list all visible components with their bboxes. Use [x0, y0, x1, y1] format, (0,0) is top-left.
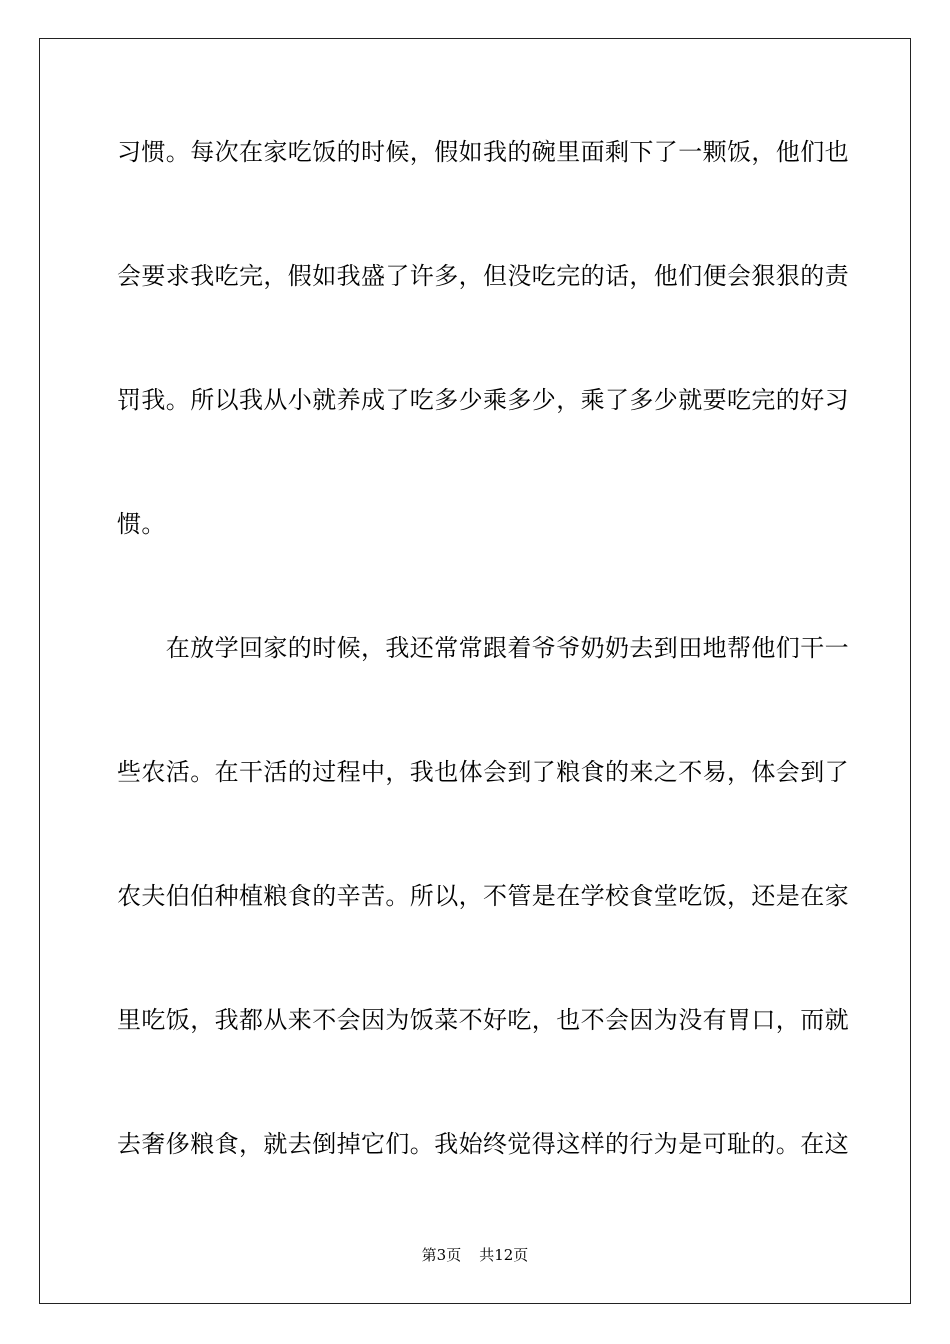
page-border [39, 38, 911, 1304]
text-line-2: 会要求我吃完，假如我盛了许多，但没吃完的话，他们便会狠狠的责 [117, 262, 849, 290]
text-line-3: 罚我。所以我从小就养成了吃多少乘多少，乘了多少就要吃完的好习 [117, 386, 849, 414]
text-line-6: 些农活。在干活的过程中，我也体会到了粮食的来之不易，体会到了 [117, 758, 849, 786]
text-line-9: 去奢侈粮食，就去倒掉它们。我始终觉得这样的行为是可耻的。在这 [117, 1130, 849, 1158]
page-number: 第3页 [421, 1246, 462, 1264]
total-pages: 共12页 [479, 1246, 529, 1264]
text-line-8: 里吃饭，我都从来不会因为饭菜不好吃，也不会因为没有胃口，而就 [117, 1006, 849, 1034]
text-line-7: 农夫伯伯种植粮食的辛苦。所以，不管是在学校食堂吃饭，还是在家 [117, 882, 849, 910]
text-line-4: 惯。 [117, 510, 166, 538]
page-footer [0, 1245, 950, 1265]
text-line-5: 在放学回家的时候，我还常常跟着爷爷奶奶去到田地帮他们干一 [117, 634, 849, 662]
text-line-1: 习惯。每次在家吃饭的时候，假如我的碗里面剩下了一颗饭，他们也 [117, 138, 849, 166]
